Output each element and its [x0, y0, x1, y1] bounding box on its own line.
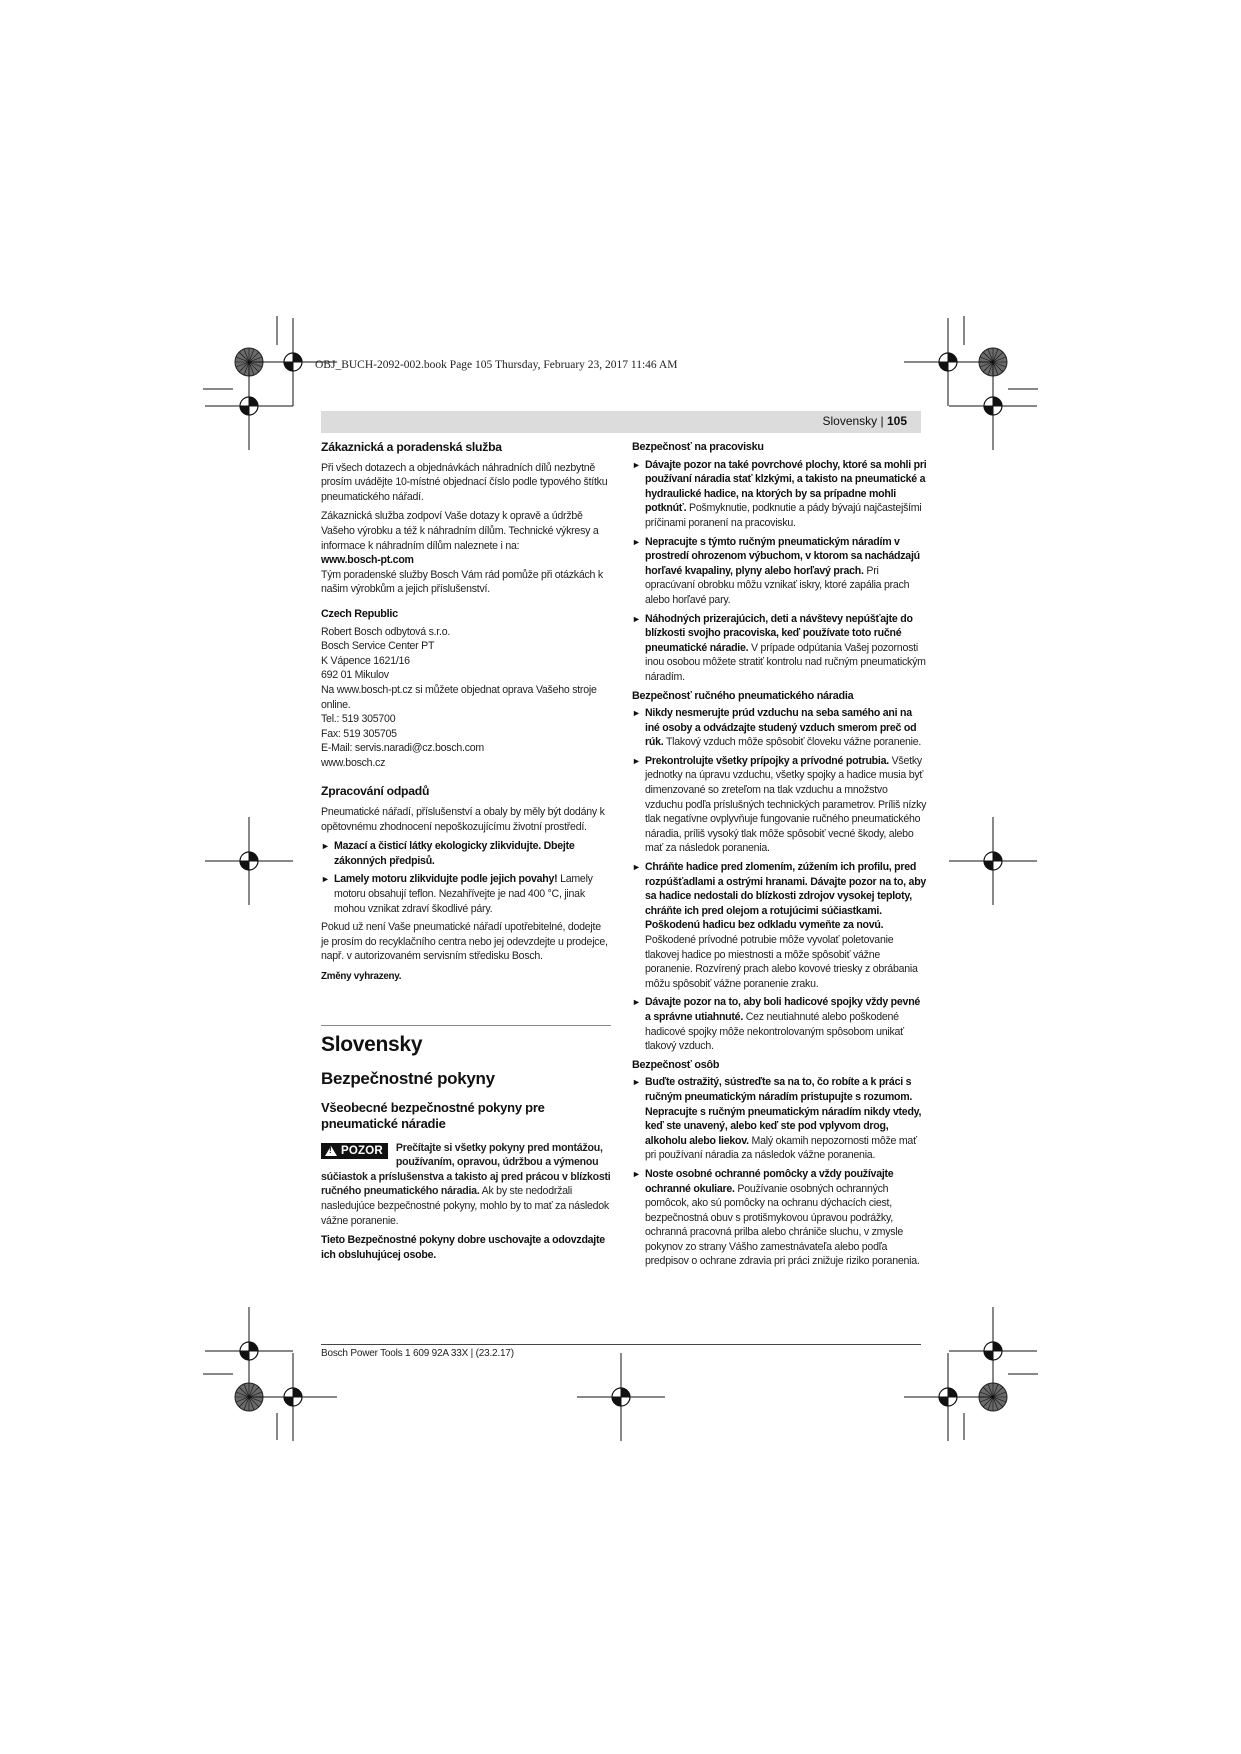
tool-safety-heading: Bezpečnosť ručného pneumatického náradia [632, 689, 854, 702]
bullet-bold-text: Nepracujte s týmto ručným pneumatickým náradím v prostredí ohrozenom výbuchom, v ktorom sa nachádzajú horľavé kvapaliny, plyny alebo horľavý prach. [645, 535, 920, 577]
bullet-bold-text: Buďte ostražitý, sústreďte sa na to, čo robíte a k práci s ručným pneumatickým náradím pristupujte s rozumom. Nepracujte s ručným pneumatickým náradím nikdy vtedy, keď ste unavený, alebo keď ste pod vplyvom drog, alkoholu alebo liekov. [645, 1076, 922, 1147]
address-line: Tel.: 519 305700 [321, 713, 396, 726]
address-line: www.bosch.cz [321, 756, 386, 769]
address-line: Na www.bosch-pt.cz si můžete objednat oprava Vašeho stroje online. [321, 683, 597, 711]
bullet-text: Všetky jednotky na úpravu vzduchu, všetky spojky a hadice musia byť dimenzované so zreteľom na tlak vzduchu a množstvo vzduchu podľa príslušných technických parametrov. Príliš nízky tlak negatívne ovplyvňuje fungovanie ručného pneumatického náradia, príliš vysoký tlak môže spôsobiť vecné škody, alebo mať za následok poranenia. [645, 754, 927, 855]
left-column [321, 440, 611, 1267]
paragraph: Tým poradenské služby Bosch Vám rád pomůže při otázkách k našim výrobkům a jejich příslušenství. [321, 568, 603, 596]
bullet-bold-text: Dávajte pozor na to, aby boli hadicové spojky vždy pevné a správne utiahnuté. [645, 996, 921, 1023]
bullet-arrow-icon: ► [632, 613, 641, 624]
personal-safety-heading: Bezpečnosť osôb [632, 1058, 720, 1071]
bullet-arrow-icon: ► [632, 997, 641, 1008]
safety-heading: Bezpečnostné pokyny [321, 1068, 495, 1088]
running-header [321, 411, 921, 433]
country-heading: Czech Republic [321, 607, 398, 620]
warning-bold-text: Prečítajte si všetky pokyny pred montážou, používaním, opravou, údržbou a výmenou súčiastok a príslušenstva a takisto aj pred prácou v blízkosti ručného pneumatického náradia. [321, 1141, 611, 1198]
bullet-arrow-icon: ► [321, 841, 330, 852]
bullet-text: V prípade odpútania Vašej pozornosti inou osobou môžete stratiť kontrolu nad ručným pneumatickým náradím. [645, 641, 926, 683]
address-line: K Vápence 1621/16 [321, 654, 410, 667]
list-item [632, 754, 927, 856]
paragraph: Pneumatické nářadí, příslušenství a obaly by měly být dodány k opětovnému zhodnocení nepoškozujícímu životní prostředí. [321, 806, 605, 833]
bullet-bold-text: Dávajte pozor na také povrchové plochy, ktoré sa mohli pri používaní náradia stať klzkými, a takisto na pneumatické a hydraulické hadice, na ktorých by sa prípadne mohli potknúť. [645, 458, 927, 515]
address-line: E-Mail: servis.naradi@cz.bosch.com [321, 742, 484, 755]
workplace-heading: Bezpečnosť na pracovisku [632, 441, 764, 453]
bullet-bold-text: Noste osobné ochranné pomôcky a vždy používajte ochranné okuliare. [645, 1167, 894, 1195]
page-number: 105 [886, 414, 907, 428]
list-item [632, 535, 927, 608]
paragraph: Zákaznická služba zodpoví Vaše dotazy k opravě a údržbě Vašeho výrobku a též k náhradním dílům. Technické výkresy a informace k náhradním dílům naleznete i na: [321, 510, 599, 552]
right-column [632, 440, 927, 1273]
crosshair-bottom-left [249, 1353, 337, 1441]
bullet-bold-text: Náhodných prizerajúcich, deti a návštevy nepúšťajte do blízkosti svojho pracoviska, keď používate toto ručné pneumatické náradie. [645, 612, 913, 654]
bullet-text: Malý okamih nepozornosti môže mať pri používaní náradia za následok vážne poranenia. [645, 1134, 917, 1162]
bullet-text: Používanie osobných ochranných pomôcok, ako sú pomôcky na ochranu dýchacích ciest, bezpečnostná obuv s protišmykovou úpravou podrážky, ochranná pracovná prilba alebo chrániče sluchu, v zmysle pokynov zo strany Vášho zamestnávateľa alebo podľa predpisov o ochrane zdravia pri práci znižuje riziko poranenia. [645, 1182, 920, 1268]
warning-label: POZOR [341, 1144, 383, 1157]
address-line: Bosch Service Center PT [321, 640, 435, 653]
bullet-arrow-icon: ► [632, 755, 641, 766]
page-footer: Bosch Power Tools 1 609 92A 33X | (23.2.17) [321, 1348, 514, 1359]
list-item [632, 860, 927, 991]
warning-text: Ak by ste nedodržali nasledujúce bezpečnostné pokyny, mohlo by to mať za následok vážne poranenie. [321, 1185, 609, 1227]
warning-block [321, 1141, 611, 1229]
list-item [632, 995, 927, 1053]
disposal-heading: Zpracování odpadů [321, 784, 430, 799]
section-divider [321, 1025, 611, 1026]
crosshair-bottom-center [577, 1353, 665, 1441]
crosshair-lower-right [949, 1307, 1037, 1395]
bullet-arrow-icon: ► [632, 1168, 641, 1179]
warning-badge [321, 1143, 388, 1159]
address-block [321, 607, 611, 771]
header-section: Slovensky [822, 414, 878, 428]
paragraph: Pokud už není Vaše pneumatické nářadí upotřebitelné, dodejte je prosím do recyklačního centra nebo jej odevzdejte u prodejce, např. v autorizovaném servisním středisku Bosch. [321, 921, 608, 963]
bullet-arrow-icon: ► [632, 459, 641, 470]
crosshair-top-right [904, 318, 992, 406]
customer-service-heading: Zákaznická a poradenská služba [321, 440, 502, 454]
general-safety-heading: Všeobecné bezpečnostné pokyny pre pneumatické náradie [321, 1099, 545, 1132]
crosshair-mid-right [949, 817, 1037, 905]
crosshair-mid-left [205, 817, 293, 905]
footer-divider [321, 1344, 921, 1345]
crosshair-lower-left [205, 1307, 293, 1395]
list-item [632, 612, 927, 685]
list-item [632, 458, 927, 531]
bullet-bold-text: Nikdy nesmerujte prúd vzduchu na seba samého ani na iné osoby a odvádzajte studený vzduch smerom preč od rúk. [645, 707, 917, 749]
list-item [321, 839, 611, 868]
bullet-text: Lamely motoru obsahují teflon. Nezahřívejte je nad 400 °C, jinak mohou vznikat zdraví škodlivé páry. [334, 873, 593, 915]
bullet-bold-text: Chráňte hadice pred zlomením, zúžením ich profilu, pred rozpúšťadlami a ostrými hranami. Dávajte pozor na to, aby sa hadice nedostali do blízkosti zdrojov vysokej teploty, chráňte ich pred olejom a rotujúcimi súčiastkami. Poškodenú hadicu bez odkladu vymeňte za novú. [645, 861, 927, 932]
bullet-bold-text: Mazací a čisticí látky ekologicky zlikvidujte. Dbejte zákonných předpisů. [334, 840, 575, 867]
address-line: 692 01 Mikulov [321, 669, 389, 682]
bullet-text: Poškodené prívodné potrubie môže vyvolať poletovanie tlakovej hadice po miestnosti a môže spôsobiť vážne poranenie. Rozvírený prach alebo kovové triesky z obrábania môžu spôsobiť vážne poranenie zraku. [645, 934, 918, 990]
bullet-arrow-icon: ► [321, 874, 330, 885]
warning-triangle-icon [325, 1146, 337, 1156]
address-line: Fax: 519 305705 [321, 727, 397, 740]
bullet-bold-text: Prekontrolujte všetky prípojky a prívodné potrubia. [645, 754, 889, 767]
keep-instructions: Tieto Bezpečnostné pokyny dobre uschovajte a odovzdajte ich obsluhujúcej osobe. [321, 1234, 605, 1261]
print-slug: OBJ_BUCH-2092-002.book Page 105 Thursday, February 23, 2017 11:46 AM [315, 359, 678, 371]
bullet-arrow-icon: ► [632, 708, 641, 719]
bullet-bold-text: Lamely motoru zlikvidujte podle jejich povahy! [334, 873, 558, 886]
bullet-arrow-icon: ► [632, 1077, 641, 1088]
bullet-text: Cez neutiahnuté alebo poškodené hadicové spojky môže nekontrolovaným spôsobom unikať tlakový vzduch. [645, 1010, 904, 1053]
bullet-arrow-icon: ► [632, 862, 641, 873]
bullet-text: Pri opracúvaní obrobku môžu vznikať iskry, ktoré zapália prach alebo horľavé pary. [645, 564, 910, 606]
website-link[interactable]: www.bosch-pt.com [321, 554, 414, 567]
list-item [321, 872, 611, 916]
list-item [632, 1075, 927, 1163]
crosshair-upper-right [949, 362, 1037, 450]
list-item [632, 1167, 927, 1269]
bullet-text: Pošmyknutie, podknutie a pády bývajú najčastejšími príčinami poranení na pracovisku. [645, 502, 922, 529]
bullet-arrow-icon: ► [632, 536, 641, 547]
changes-note: Změny vyhrazeny. [321, 971, 402, 982]
header-text: Slovensky | 105 [822, 414, 907, 428]
language-title: Slovensky [321, 1032, 423, 1056]
bullet-text: Tlakový vzduch môže spôsobiť človeku vážne poranenie. [663, 736, 922, 749]
crosshair-bottom-right [904, 1353, 992, 1441]
address-line: Robert Bosch odbytová s.r.o. [321, 625, 451, 638]
crosshair-upper-left [205, 362, 293, 450]
list-item [632, 706, 927, 750]
paragraph: Při všech dotazech a objednávkách náhradních dílů nezbytně prosím uvádějte 10-místné objednací číslo podle typového štítku pneumatického nářadí. [321, 461, 608, 503]
